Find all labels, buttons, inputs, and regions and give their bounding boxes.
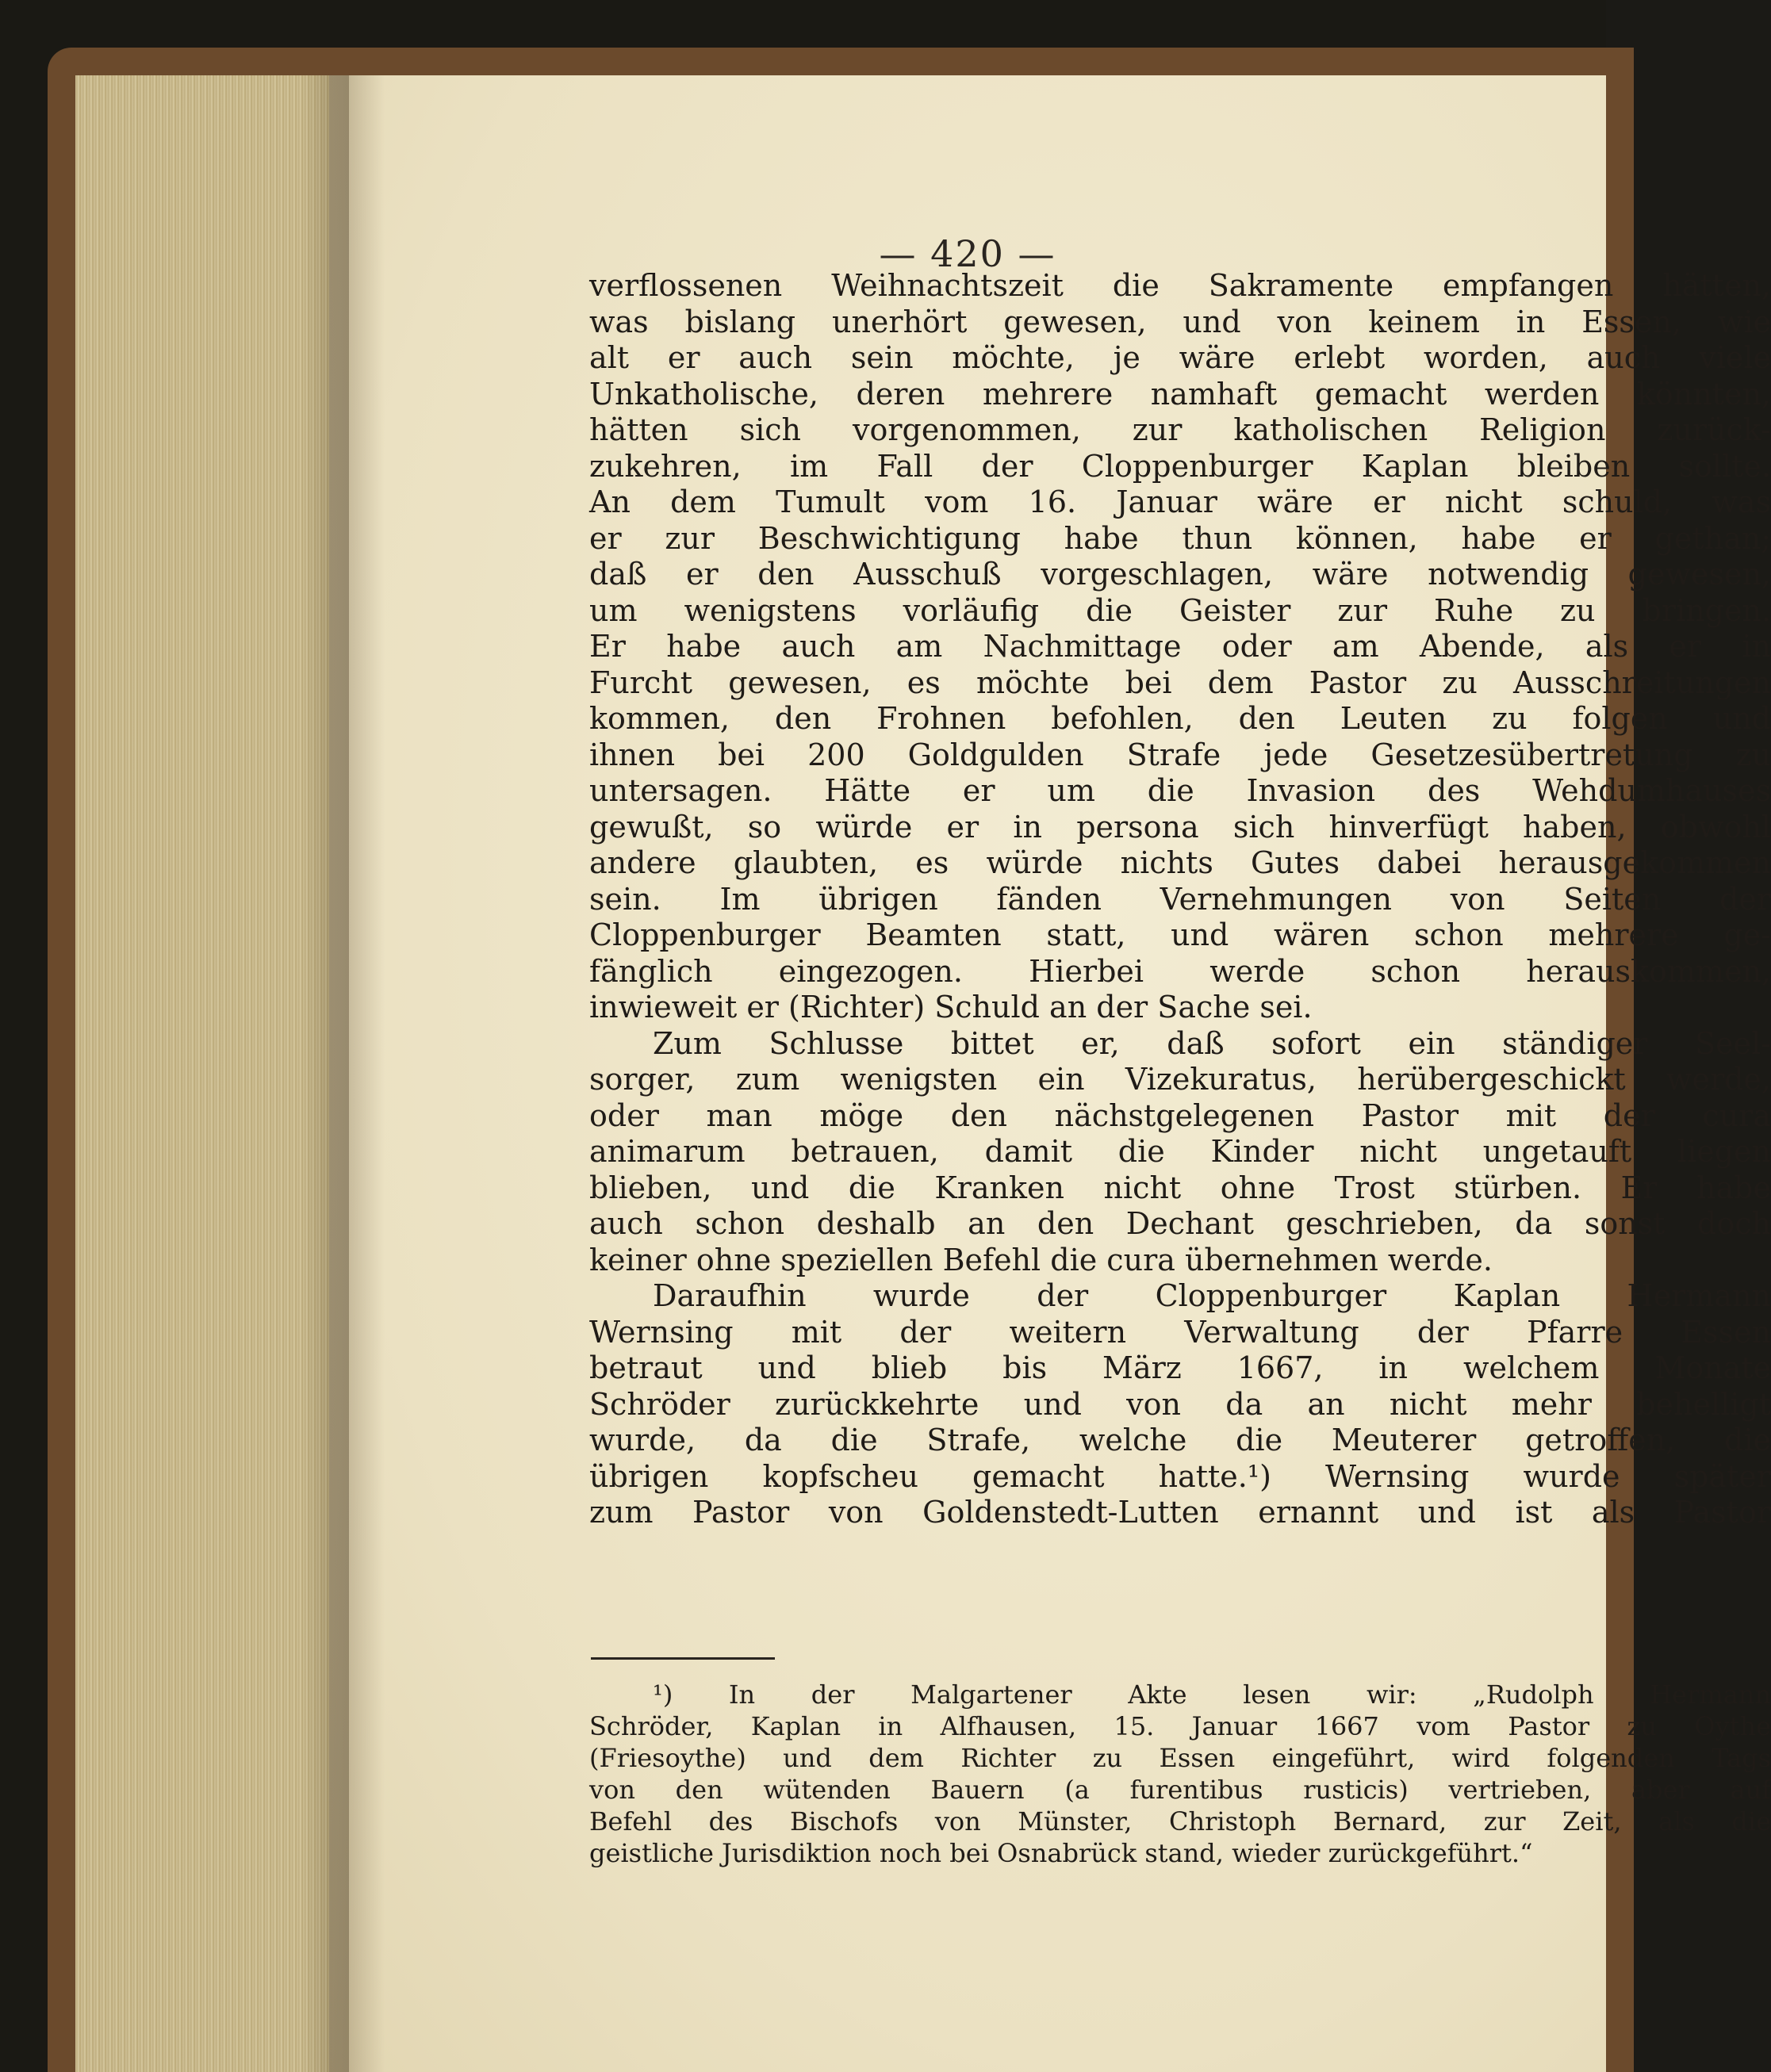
body-line: animarum betrauen, damit die Kinder nicht ungetauft liegen bbox=[589, 1134, 1771, 1169]
body-line: gewußt, so würde er in persona sich hinverfügt haben, obwohl bbox=[589, 809, 1771, 845]
body-line: Unkatholische, deren mehrere namhaft gemacht werden könnten, bbox=[589, 376, 1771, 412]
footnote-line: (Friesoythe) und dem Richter zu Essen eingeführt, wird folgenden Tags bbox=[589, 1743, 1771, 1773]
body-line: untersagen. Hätte er um die Invasion des Wehdumhauses bbox=[589, 773, 1771, 808]
body-line: verflossenen Weihnachtszeit die Sakramente empfangen hätten, bbox=[589, 268, 1771, 303]
body-line: Zum Schlusse bittet er, daß sofort ein ständiger Seel- bbox=[653, 1025, 1771, 1061]
body-line: ihnen bei 200 Goldgulden Strafe jede Gesetzesübertretung zu bbox=[589, 737, 1771, 772]
footnote-line: Schröder, Kaplan in Alfhausen, 15. Januar 1667 vom Pastor zu Oythe bbox=[589, 1711, 1771, 1741]
footnote-rule bbox=[591, 1657, 775, 1660]
body-line: oder man möge den nächstgelegenen Pastor mit der cura bbox=[589, 1097, 1771, 1133]
book-page bbox=[329, 75, 1771, 2072]
body-line: sorger, zum wenigsten ein Vizekuratus, herübergeschickt werde, bbox=[589, 1062, 1771, 1097]
page-edges-shadow bbox=[301, 75, 349, 2072]
body-line: betraut und blieb bis März 1667, in welchem Monate bbox=[589, 1350, 1771, 1385]
body-line: kommen, den Frohnen befohlen, den Leuten zu folgen und bbox=[589, 701, 1771, 736]
body-line: Cloppenburger Beamten statt, und wären schon mehrere ge- bbox=[589, 917, 1771, 952]
body-line: um wenigstens vorläufig die Geister zur Ruhe zu bringen. bbox=[589, 592, 1771, 628]
body-text bbox=[589, 268, 1771, 1531]
body-line: alt er auch sein möchte, je wäre erlebt worden, auch viele bbox=[589, 340, 1771, 375]
body-line: daß er den Ausschuß vorgeschlagen, wäre notwendig gewesen, bbox=[589, 557, 1771, 592]
body-line: auch schon deshalb an den Dechant geschrieben, da sonst doch bbox=[589, 1206, 1771, 1241]
body-line: Wernsing mit der weitern Verwaltung der Pfarre Essen bbox=[589, 1314, 1771, 1350]
body-line: übrigen kopfscheu gemacht hatte.¹) Wernsing wurde später bbox=[589, 1458, 1771, 1494]
footnote-line: ¹) In der Malgartener Akte lesen wir: „Rudolph Hermann bbox=[653, 1679, 1771, 1710]
body-line: Schröder zurückkehrte und von da an nicht mehr behelligt bbox=[589, 1386, 1771, 1422]
body-line: An dem Tumult vom 16. Januar wäre er nicht schuld, was bbox=[589, 484, 1771, 519]
footnote bbox=[589, 1679, 1771, 1869]
body-line: blieben, und die Kranken nicht ohne Trost stürben. Er habe bbox=[589, 1170, 1771, 1205]
body-line: sein. Im übrigen fänden Vernehmungen von Seiten der bbox=[589, 881, 1771, 917]
footnote-line: geistliche Jurisdiktion noch bei Osnabrück stand, wieder zurückgeführt.“ bbox=[589, 1838, 1533, 1868]
body-line: was bislang unerhört gewesen, und von keinem in Essen, wie bbox=[589, 304, 1771, 339]
body-line: keiner ohne speziellen Befehl die cura übernehmen werde. bbox=[589, 1242, 1493, 1277]
page-edges bbox=[75, 75, 337, 2072]
body-line: zukehren, im Fall der Cloppenburger Kaplan bleiben sollte. bbox=[589, 448, 1771, 484]
body-line: Daraufhin wurde der Cloppenburger Kaplan Hermann bbox=[653, 1278, 1771, 1313]
body-line: Er habe auch am Nachmittage oder am Abende, als er in bbox=[589, 629, 1771, 664]
body-line: inwieweit er (Richter) Schuld an der Sache sei. bbox=[589, 990, 1313, 1025]
body-line: Furcht gewesen, es möchte bei dem Pastor zu Ausschreitungen bbox=[589, 664, 1771, 700]
body-line: zum Pastor von Goldenstedt-Lutten ernannt und ist als Pastor bbox=[589, 1495, 1771, 1530]
body-line: wurde, da die Strafe, welche die Meuterer getroffen, die bbox=[589, 1423, 1771, 1457]
footnote-line: von den wütenden Bauern (a furentibus rusticis) vertrieben, aber auf bbox=[589, 1775, 1771, 1805]
body-line: hätten sich vorgenommen, zur katholischen Religion zurück- bbox=[589, 412, 1771, 447]
footnote-line: Befehl des Bischofs von Münster, Christoph Bernard, zur Zeit, als die bbox=[589, 1806, 1771, 1836]
body-line: er zur Beschwichtigung habe thun können, habe er gethan; bbox=[589, 520, 1771, 556]
body-line: andere glaubten, es würde nichts Gutes dabei herausgekommen bbox=[589, 845, 1771, 880]
body-line: fänglich eingezogen. Hierbei werde schon herauskommen, bbox=[589, 953, 1771, 989]
page-number: — 420 — bbox=[879, 232, 1056, 275]
